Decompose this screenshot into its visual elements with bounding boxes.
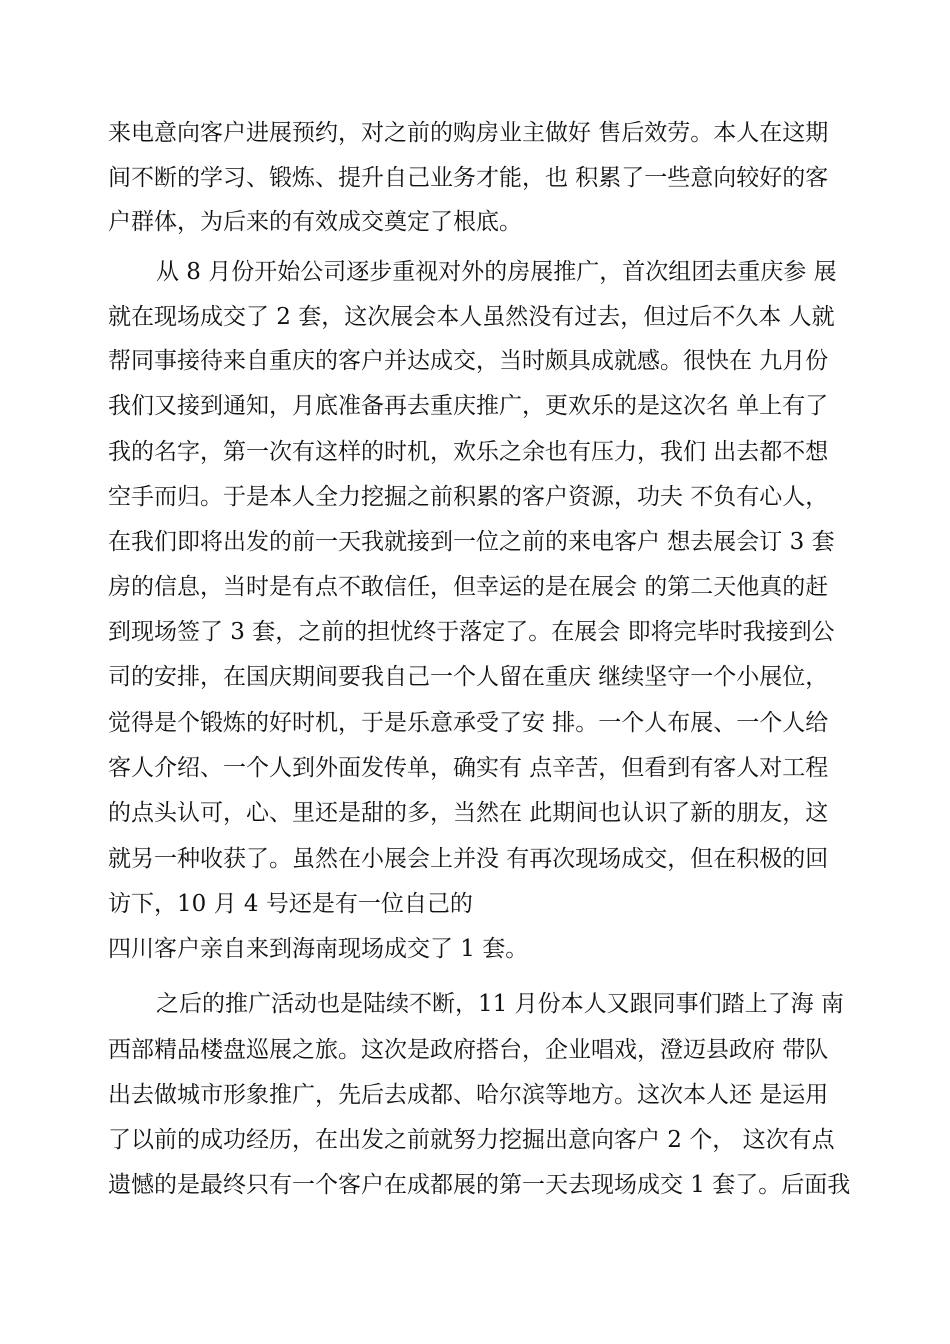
text-line: 空手而归。于是本人全力挖掘之前积累的客户资源，功夫 不负有心人，	[108, 484, 829, 510]
text-line: 就另一种收获了。虽然在小展会上并没 有再次现场成交，但在积极的回	[108, 846, 829, 872]
text-line: 帮同事接待来自重庆的客户并达成交，当时颇具成就感。很快在 九月份	[108, 348, 829, 374]
text-line: 的点头认可，心、里还是甜的多，当然在 此期间也认识了新的朋友，这	[108, 800, 829, 826]
text-line: 出去做城市形象推广，先后去成都、哈尔滨等地方。这次本人还 是运用	[108, 1082, 829, 1108]
text-line: 之后的推广活动也是陆续不断，11 月份本人又跟同事们踏上了海 南	[156, 991, 844, 1017]
text-line: 司的安排，在国庆期间要我自己一个人留在重庆 继续坚守一个小展位，	[108, 664, 829, 690]
text-line: 访下，10 月 4 号还是有一位自己的	[108, 891, 473, 917]
text-line: 户群体，为后来的有效成交奠定了根底。	[108, 209, 522, 235]
text-line: 就在现场成交了 2 套，这次展会本人虽然没有过去，但过后不久本 人就	[108, 304, 835, 330]
text-line: 我们又接到通知，月底准备再去重庆推广，更欢乐的是这次名 单上有了	[108, 393, 829, 419]
text-line: 从 8 月份开始公司逐步重视对外的房展推广，首次组团去重庆参 展	[156, 259, 837, 285]
text-line: 在我们即将出发的前一天我就接到一位之前的来电客户 想去展会订 3 套	[108, 529, 835, 555]
text-line: 了以前的成功经历，在出发之前就努力挖掘出意向客户 2 个， 这次有点	[108, 1127, 835, 1153]
text-line: 遗憾的是最终只有一个客户在成都展的第一天去现场成交 1 套了。后面我	[108, 1172, 851, 1198]
text-line: 客人介绍、一个人到外面发传单，确实有 点辛苦，但看到有客人对工程	[108, 755, 829, 781]
text-line: 房的信息，当时是有点不敢信任，但幸运的是在展会 的第二天他真的赶	[108, 574, 829, 600]
text-line: 四川客户亲自来到海南现场成交了 1 套。	[108, 936, 529, 962]
text-line: 觉得是个锻炼的好时机，于是乐意承受了安 排。一个人布展、一个人给	[108, 710, 829, 736]
text-line: 到现场签了 3 套，之前的担忧终于落定了。在展会 即将完毕时我接到公	[108, 619, 835, 645]
text-line: 间不断的学习、锻炼、提升自己业务才能，也 积累了一些意向较好的客	[108, 165, 829, 191]
text-line: 西部精品楼盘巡展之旅。这次是政府搭台，企业唱戏，澄迈县政府 带队	[108, 1037, 829, 1063]
text-line: 我的名字，第一次有这样的时机，欢乐之余也有压力，我们 出去都不想	[108, 439, 829, 465]
text-line: 来电意向客户进展预约，对之前的购房业主做好 售后效劳。本人在这期	[108, 120, 829, 146]
